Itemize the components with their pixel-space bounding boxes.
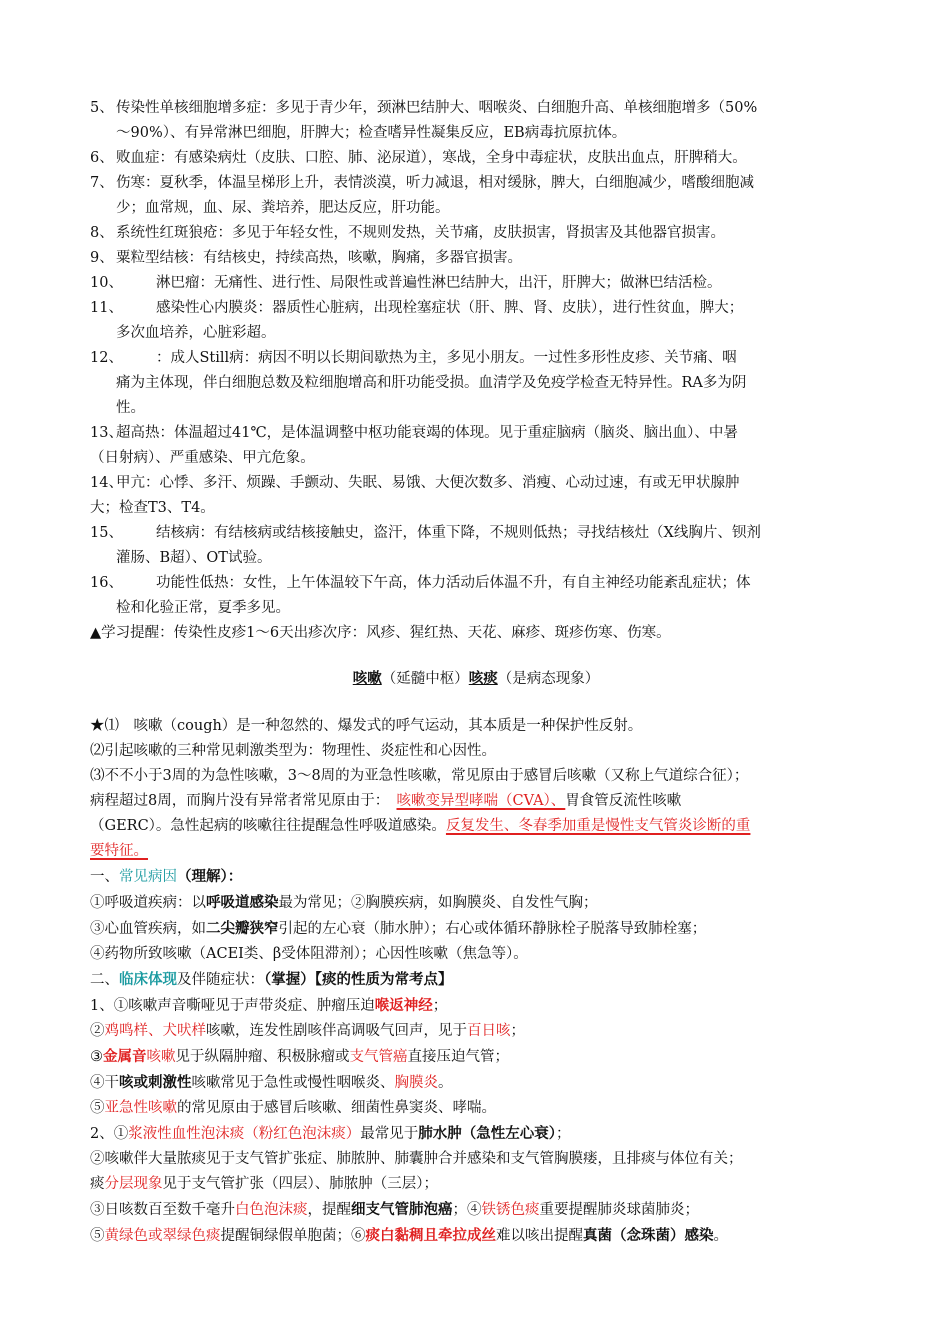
list-item-line: 传染性单核细胞增多症：多见于青少年，颈淋巴结肿大、咽喉炎、白细胞升高、单核细胞增多（50% (116, 100, 758, 116)
cause-3: ④药物所致咳嗽（ACEI类、β受体阻滞剂）；心因性咳嗽（焦急等）。 (90, 946, 528, 962)
list-item (90, 221, 862, 246)
text-span: 。 (438, 1075, 453, 1091)
text-span: 病程超过8周，而胸片没有异常者常见原由于： (90, 793, 382, 809)
text-span: 临床体现 (119, 971, 177, 988)
text-span: 细支气管肺泡癌 (351, 1201, 453, 1218)
cough-duration-line-3 (90, 814, 862, 839)
text-span: 常见病因 (119, 869, 177, 885)
list-item-line: 粟粒型结核：有结核史，持续高热，咳嗽，胸痛，多器官损害。 (116, 250, 522, 266)
text-span: 引起的左心衰（肺水肿）；右心或体循环静脉栓子脱落导致肺栓塞； (278, 921, 707, 937)
document-content (90, 96, 862, 1249)
list-item-line: 感染性心内膜炎：器质性心脏病，出现栓塞症状（肝、脾、肾、皮肤），进行性贫血，脾大； (156, 300, 744, 316)
text-span: 真菌（念珠菌）感染 (583, 1227, 714, 1244)
text-span: （掌握）【痰的性质为常考点】 (264, 971, 453, 988)
text-span: 痰 (90, 1176, 105, 1192)
text-span: ⑤ (90, 1100, 105, 1116)
clinical-5 (90, 1096, 862, 1121)
cough-duration-line-1: ⑶不不小于3周的为急性咳嗽，3～8周的为亚急性咳嗽，常见原由于感冒后咳嗽（又称上气道综合征）； (90, 768, 749, 784)
list-item-number: 6、 (90, 150, 114, 166)
title-sputum: 咳痰 (468, 670, 498, 687)
text-span: ； (555, 1126, 571, 1142)
list-item (90, 171, 862, 221)
list-item (90, 146, 862, 171)
text-span: ；④ (452, 1202, 482, 1218)
text-span: 重要提醒肺炎球菌肺炎； (539, 1202, 699, 1218)
text-span: 鸡鸣样、犬吠样 (104, 1023, 206, 1039)
text-span: 最常见于 (360, 1126, 419, 1142)
text-span: ③ (90, 1049, 103, 1065)
sputum-5 (90, 1223, 862, 1249)
list-item (90, 421, 862, 471)
cause-2 (90, 916, 862, 942)
list-item-number: 16、 (90, 575, 123, 591)
list-item (90, 521, 862, 546)
text-span: 呼吸道感染 (206, 894, 279, 911)
text-span: 咳嗽，连发性剧咳伴高调吸气回声，见于 (206, 1023, 467, 1039)
text-span: 1、①咳嗽声音嘶哑见于声带炎症、肿瘤压迫 (90, 998, 375, 1014)
text-span: 喉返神经 (374, 997, 433, 1014)
clinical-1 (90, 993, 862, 1019)
text-span: ③心血管疾病，如 (90, 921, 206, 937)
highlight-cva: 咳嗽变异型哮喘（CVA）、 (396, 793, 566, 809)
text-span: 见于纵隔肿瘤、积极脉瘤或 (175, 1049, 350, 1065)
sputum-1 (90, 1121, 862, 1147)
list-item-continuation: 多次血培养，心脏彩超。 (116, 325, 276, 341)
list-item-number: 7、 (90, 175, 114, 191)
text-span: ③日咳数百至数千毫升 (90, 1202, 235, 1218)
highlight-chronic-bronchitis: 反复发生、冬春季加重是慢性支气管炎诊断的重 (445, 818, 751, 834)
text-span: ② (90, 1023, 105, 1039)
text-span: ，提醒 (307, 1202, 351, 1218)
list-item-line: 少；血常规，血、尿、粪培养，肥达反应，肝功能。 (116, 200, 450, 216)
cause-1 (90, 890, 862, 916)
text-span: 白色泡沫痰 (235, 1202, 308, 1218)
text-span: 二、 (90, 972, 119, 988)
list-item-text (156, 571, 862, 596)
clinical-3 (90, 1044, 862, 1070)
text-span: 痰白黏稠且牵拉成丝 (365, 1227, 496, 1244)
text-span: 的常见原由于感冒后咳嗽、细菌性鼻窦炎、哮喘。 (177, 1100, 496, 1116)
list-item (90, 471, 862, 521)
text-span: 支气管癌 (349, 1049, 408, 1065)
clinical-2 (90, 1019, 862, 1044)
text-span: 胸膜炎 (394, 1075, 438, 1091)
text-span: 胃食管反流性咳嗽 (565, 793, 682, 809)
list-item-line: 伤寒：夏秋季，体温呈梯形上升，表情淡漠，听力减退，相对缓脉，脾大，白细胞减少，嗜酸细胞减 (116, 175, 754, 191)
text-span: ； (432, 998, 448, 1014)
text-span: 见于支气管扩张（四层）、肺脓肿（三层）； (162, 1176, 438, 1192)
sputum-3 (90, 1172, 862, 1197)
text-span: ①呼吸道疾病：以 (90, 895, 206, 911)
list-item-number: 10、 (90, 275, 123, 291)
cough-stimulus-types: ⑵引起咳嗽的三种常见刺激类型为：物理性、炎症性和心因性。 (90, 743, 496, 759)
text-span: 2、① (90, 1126, 129, 1142)
title-pathology: （是病态现象） (497, 671, 600, 687)
list-item-number: 14、 (90, 475, 123, 491)
text-span: 提醒铜绿假单胞菌；⑥ (220, 1228, 366, 1244)
list-item-line: 败血症：有感染病灶（皮肤、口腔、肺、泌尿道），寒战，全身中毒症状，皮肤出血点，肝脾稍大。 (116, 150, 747, 166)
clinical-heading (90, 967, 862, 993)
text-span: ④干 (90, 1075, 119, 1091)
list-item-text (116, 146, 862, 171)
list-item-number: 12、 (90, 350, 123, 366)
list-item-text (156, 346, 862, 371)
text-span: 金属音 (103, 1048, 147, 1065)
text-span: 难以咳出提醒 (496, 1228, 583, 1244)
text-span: 分层现象 (104, 1176, 163, 1192)
title-cough: 咳嗽 (352, 670, 382, 687)
list-item-line: 甲亢：心悸、多汗、烦躁、手颤动、失眠、易饿、大便次数多、消瘦、心动过速，有或无甲状腺肿 (116, 475, 740, 491)
text-span: 黄绿色或翠绿色痰 (104, 1228, 221, 1244)
text-span: 最为常见；②胸膜疾病，如胸膜炎、自发性气胸； (278, 895, 598, 911)
text-span: 铁锈色痰 (481, 1202, 540, 1218)
study-tip: ▲学习提醒：传染性皮疹1～6天出疹次序：风疹、猩红热、天花、麻疹、斑疹伤寒、伤寒。 (90, 625, 671, 641)
list-item-continuation: 性。 (116, 400, 145, 416)
list-item-number: 11、 (90, 300, 123, 316)
list-item-line: ～90%）、有异常淋巴细胞，肝脾大；检查嗜异性凝集反应，EB病毒抗原抗体。 (116, 125, 627, 141)
list-item-text (116, 246, 862, 271)
section-title (90, 666, 862, 692)
cough-section (90, 714, 862, 1249)
list-item-line: 功能性低热：女性，上午体温较下午高，体力活动后体温不升，有自主神经功能紊乱症状；体 (156, 575, 751, 591)
text-span: 百日咳 (467, 1023, 511, 1039)
list-item (90, 271, 862, 296)
sputum-4 (90, 1197, 862, 1223)
cough-duration-line-4 (90, 839, 862, 864)
list-item-continuation: 灌肠、B超）、OT试验。 (116, 550, 272, 566)
list-item-text (116, 221, 862, 246)
title-medulla: （延髓中枢） (381, 671, 469, 687)
list-item (90, 346, 862, 371)
list-item-line: 超高热：体温超过41℃，是体温调整中枢功能衰竭的体现。见于重症脑病（脑炎、脑出血）、中暑 (116, 425, 738, 441)
list-item-number: 13、 (90, 425, 123, 441)
list-item-line: 大；检查T3、T4。 (90, 500, 215, 516)
cough-definition: ★⑴ 咳嗽（cough）是一种忽然的、爆发式的呼气运动，其本质是一种保护性反射。 (90, 718, 643, 734)
list-item-line: 系统性红斑狼疮：多见于年轻女性，不规则发热，关节痛，皮肤损害，肾损害及其他器官损害。 (116, 225, 725, 241)
sputum-2: ②咳嗽伴大量脓痰见于支气管扩张症、肺脓肿、肺囊肿合并感染和支气管胸膜瘘，且排痰与体位有关； (90, 1151, 743, 1167)
text-span: 亚急性咳嗽 (104, 1100, 177, 1116)
text-span: （理解）： (177, 868, 243, 885)
fever-differential-list (90, 96, 862, 621)
list-item-line: 淋巴瘤：无痛性、进行性、局限性或普遍性淋巴结肿大，出汗，肝脾大；做淋巴结活检。 (156, 275, 722, 291)
list-item-text (156, 521, 862, 546)
text-span: 咳嗽 (146, 1049, 176, 1065)
text-span: 浆液性血性泡沫痰（粉红色泡沫痰） (128, 1126, 361, 1142)
list-item-number: 9、 (90, 250, 114, 266)
text-span: 直接压迫气管； (407, 1049, 509, 1065)
list-item (90, 96, 862, 146)
text-span: 。 (713, 1228, 728, 1244)
clinical-4 (90, 1070, 862, 1096)
list-item-line: 结核病：有结核病或结核接触史，盗汗，体重下降，不规则低热；寻找结核灶（X线胸片、钡剂 (156, 525, 761, 541)
text-span: （GERC）。急性起病的咳嗽往往提醒急性呼吸道感染。 (90, 818, 446, 834)
text-span: 一、 (90, 869, 119, 885)
list-item-number: 8、 (90, 225, 114, 241)
list-item-continuation: 痛为主体现，伴白细胞总数及粒细胞增高和肝功能受损。血清学及免疫学检查无特异性。RA多为阴 (116, 375, 747, 391)
text-span: 咳或刺激性 (119, 1074, 192, 1091)
list-item-continuation: 检和化验正常，夏季多见。 (116, 600, 290, 616)
text-span: ； (510, 1023, 525, 1039)
text-span: ⑤ (90, 1228, 105, 1244)
highlight-chronic-bronchitis-end: 要特征。 (90, 843, 148, 859)
list-item-number: 15、 (90, 525, 123, 541)
list-item (90, 296, 862, 321)
text-span: 二尖瓣狭窄 (206, 920, 279, 937)
list-item-number: 5、 (90, 100, 114, 116)
list-item-text (156, 296, 862, 321)
list-item (90, 571, 862, 596)
list-item-text (116, 171, 862, 221)
list-item-text (116, 96, 862, 146)
causes-heading (90, 864, 862, 890)
cough-duration-line-2 (90, 789, 862, 814)
text-span: 及伴随症状： (177, 972, 264, 988)
text-span: 肺水肿（急性左心衰） (418, 1125, 556, 1142)
list-item (90, 246, 862, 271)
list-item-text (156, 271, 862, 296)
text-span: 咳嗽常见于急性或慢性咽喉炎、 (191, 1075, 395, 1091)
list-item-line: （日射病）、严重感染、甲亢危象。 (90, 450, 315, 466)
list-item-line: ：成人Still病：病因不明以长期间歇热为主，多见小朋友。一过性多形性皮疹、关节痛、咽 (156, 350, 737, 366)
